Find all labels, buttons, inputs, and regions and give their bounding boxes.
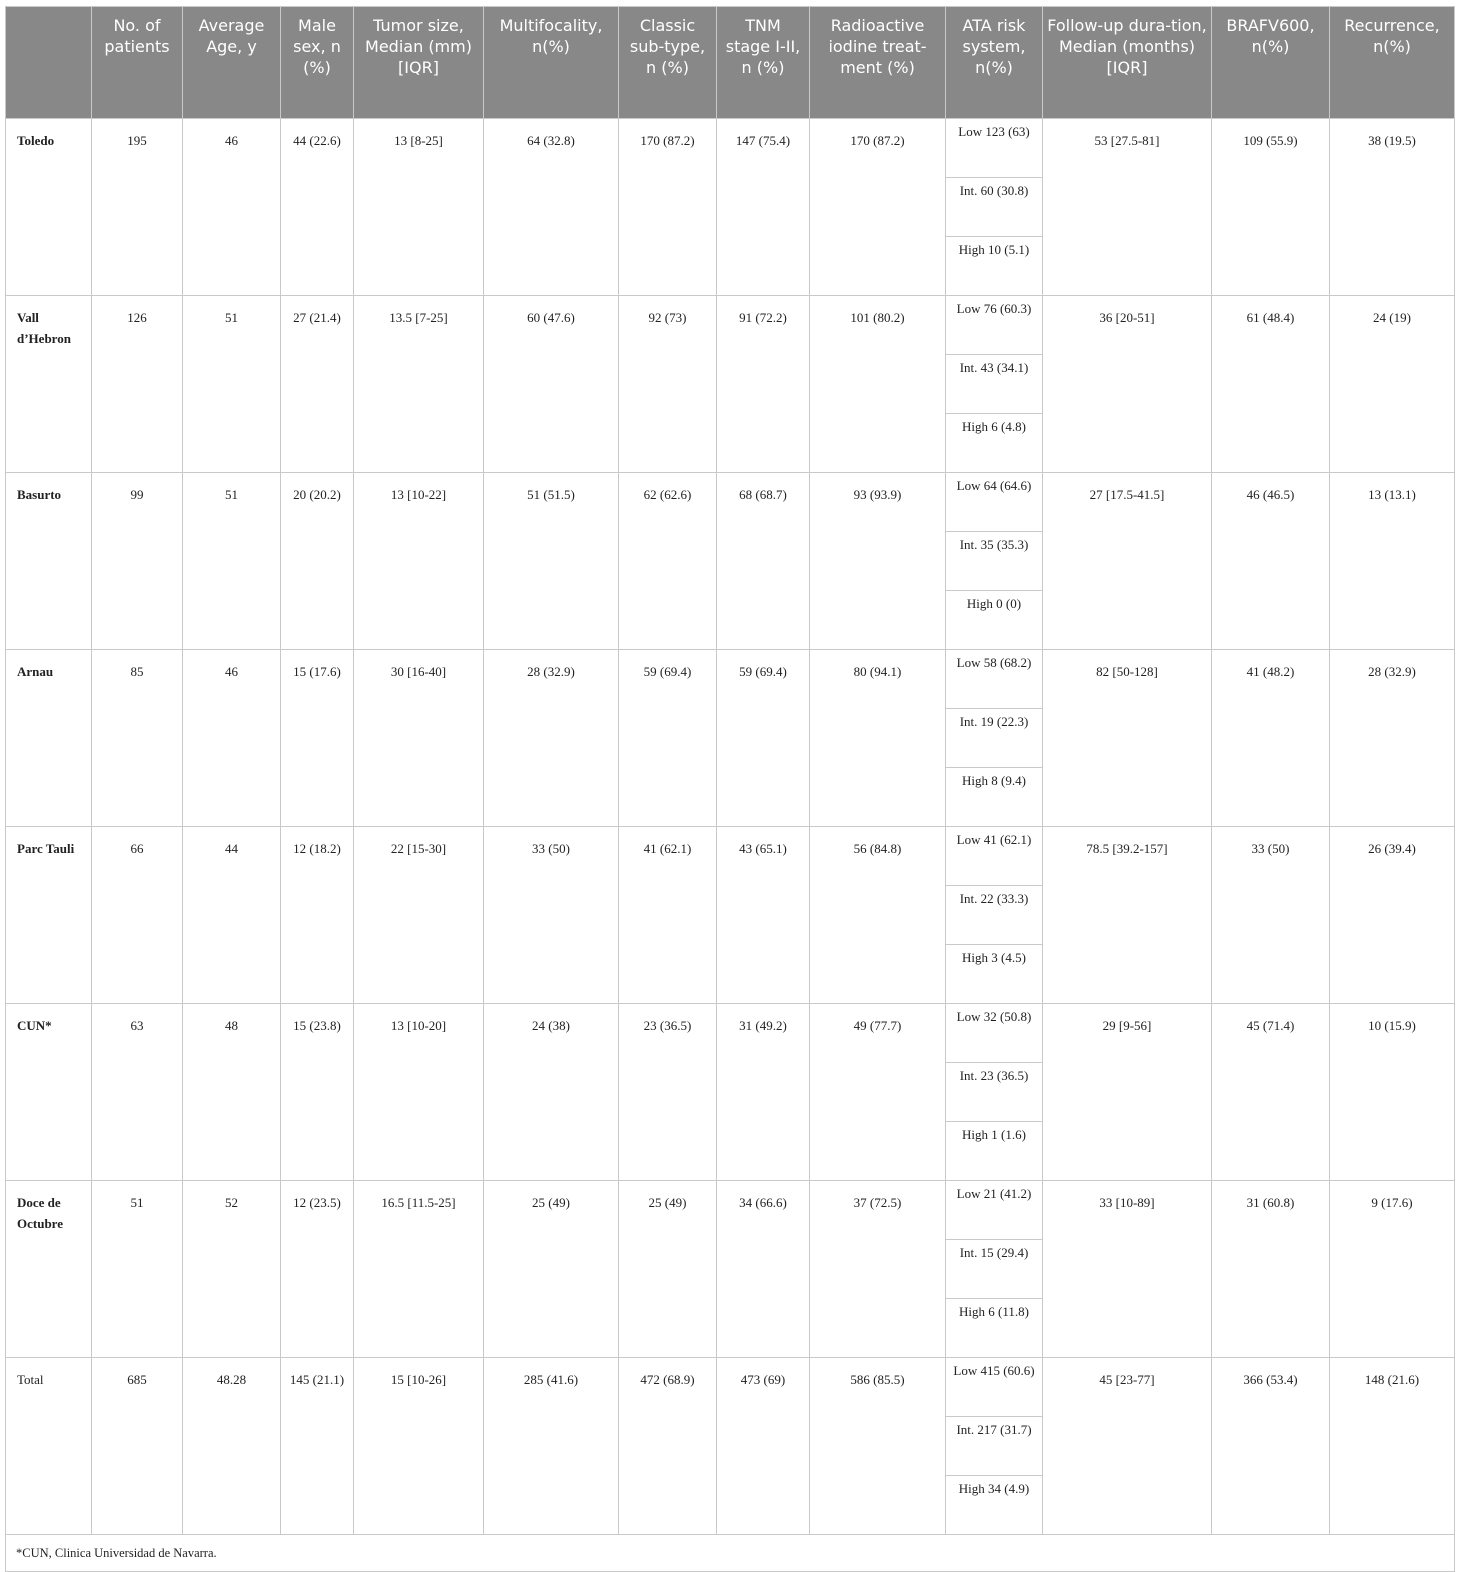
cell-recurrence: 13 (13.1) — [1330, 473, 1455, 650]
cell-age: 51 — [183, 296, 281, 473]
cell-tnm: 43 (65.1) — [717, 827, 810, 1004]
cell-age: 46 — [183, 119, 281, 296]
cell-tnm: 147 (75.4) — [717, 119, 810, 296]
cell-ata: Int. 19 (22.3) — [946, 709, 1043, 768]
cell-male: 12 (18.2) — [281, 827, 354, 1004]
header-cell: Average Age, y — [183, 7, 281, 119]
cell-patients: 195 — [92, 119, 183, 296]
footnote: *CUN, Clinica Universidad de Navarra. — [6, 1535, 1455, 1572]
cell-male: 15 (23.8) — [281, 1004, 354, 1181]
cell-followup: 36 [20-51] — [1043, 296, 1212, 473]
cell-braf: 33 (50) — [1212, 827, 1330, 1004]
header-cell: Male sex, n (%) — [281, 7, 354, 119]
cell-followup: 27 [17.5-41.5] — [1043, 473, 1212, 650]
cell-center: Toledo — [6, 119, 92, 296]
cell-braf: 61 (48.4) — [1212, 296, 1330, 473]
cell-multi: 285 (41.6) — [484, 1358, 619, 1535]
cell-braf: 366 (53.4) — [1212, 1358, 1330, 1535]
cell-ata: Low 21 (41.2) — [946, 1181, 1043, 1240]
cell-center: Basurto — [6, 473, 92, 650]
cell-rai: 80 (94.1) — [810, 650, 946, 827]
cell-followup: 29 [9-56] — [1043, 1004, 1212, 1181]
cell-multi: 60 (47.6) — [484, 296, 619, 473]
cell-ata: Int. 43 (34.1) — [946, 355, 1043, 414]
cell-multi: 64 (32.8) — [484, 119, 619, 296]
cell-tumor: 15 [10-26] — [354, 1358, 484, 1535]
cell-ata: Int. 23 (36.5) — [946, 1063, 1043, 1122]
cell-followup: 33 [10-89] — [1043, 1181, 1212, 1358]
cell-age: 46 — [183, 650, 281, 827]
cell-male: 20 (20.2) — [281, 473, 354, 650]
table-row — [6, 1358, 1455, 1417]
cell-multi: 25 (49) — [484, 1181, 619, 1358]
header-cell: BRAFV600, n(%) — [1212, 7, 1330, 119]
cell-rai: 170 (87.2) — [810, 119, 946, 296]
table-row — [6, 650, 1455, 709]
cell-classic: 62 (62.6) — [619, 473, 717, 650]
cell-center: Total — [6, 1358, 92, 1535]
cell-recurrence: 9 (17.6) — [1330, 1181, 1455, 1358]
header-row — [6, 7, 1455, 119]
cell-multi: 33 (50) — [484, 827, 619, 1004]
cell-center: Doce de Octubre — [6, 1181, 92, 1358]
cell-braf: 41 (48.2) — [1212, 650, 1330, 827]
cell-ata: Low 41 (62.1) — [946, 827, 1043, 886]
cell-ata: High 6 (11.8) — [946, 1299, 1043, 1358]
table-row — [6, 296, 1455, 355]
table-row — [6, 473, 1455, 532]
cell-classic: 41 (62.1) — [619, 827, 717, 1004]
cell-ata: High 34 (4.9) — [946, 1476, 1043, 1535]
cell-classic: 170 (87.2) — [619, 119, 717, 296]
cell-ata: High 1 (1.6) — [946, 1122, 1043, 1181]
cell-ata: Low 64 (64.6) — [946, 473, 1043, 532]
cell-ata: Int. 22 (33.3) — [946, 886, 1043, 945]
table-row — [6, 119, 1455, 178]
cell-rai: 56 (84.8) — [810, 827, 946, 1004]
cell-male: 44 (22.6) — [281, 119, 354, 296]
cell-tumor: 13 [10-22] — [354, 473, 484, 650]
cell-tnm: 473 (69) — [717, 1358, 810, 1535]
cell-male: 27 (21.4) — [281, 296, 354, 473]
cell-patients: 63 — [92, 1004, 183, 1181]
cell-patients: 685 — [92, 1358, 183, 1535]
table-row — [6, 827, 1455, 886]
cell-age: 51 — [183, 473, 281, 650]
cell-age: 48.28 — [183, 1358, 281, 1535]
cell-age: 48 — [183, 1004, 281, 1181]
cell-male: 12 (23.5) — [281, 1181, 354, 1358]
cell-tumor: 30 [16-40] — [354, 650, 484, 827]
cell-recurrence: 38 (19.5) — [1330, 119, 1455, 296]
cell-recurrence: 10 (15.9) — [1330, 1004, 1455, 1181]
cell-multi: 51 (51.5) — [484, 473, 619, 650]
cell-ata: Int. 35 (35.3) — [946, 532, 1043, 591]
header-cell: Follow-up dura-tion, Median (months) [IQR] — [1043, 7, 1212, 119]
cell-recurrence: 24 (19) — [1330, 296, 1455, 473]
cell-followup: 78.5 [39.2-157] — [1043, 827, 1212, 1004]
header-cell: No. of patients — [92, 7, 183, 119]
cell-ata: Int. 217 (31.7) — [946, 1417, 1043, 1476]
header-cell: TNM stage I-II, n (%) — [717, 7, 810, 119]
cell-classic: 472 (68.9) — [619, 1358, 717, 1535]
cell-classic: 59 (69.4) — [619, 650, 717, 827]
cell-followup: 82 [50-128] — [1043, 650, 1212, 827]
cell-rai: 93 (93.9) — [810, 473, 946, 650]
cell-patients: 85 — [92, 650, 183, 827]
cell-ata: High 0 (0) — [946, 591, 1043, 650]
table-body — [6, 119, 1455, 1535]
header-cell: Classic sub-type, n (%) — [619, 7, 717, 119]
cell-recurrence: 26 (39.4) — [1330, 827, 1455, 1004]
header-cell: Multifocality, n(%) — [484, 7, 619, 119]
cell-tnm: 34 (66.6) — [717, 1181, 810, 1358]
cell-center: Parc Tauli — [6, 827, 92, 1004]
data-table — [5, 6, 1455, 1572]
cell-patients: 66 — [92, 827, 183, 1004]
header-cell: Recurrence, n(%) — [1330, 7, 1455, 119]
cell-recurrence: 28 (32.9) — [1330, 650, 1455, 827]
cell-tnm: 68 (68.7) — [717, 473, 810, 650]
cell-center: CUN* — [6, 1004, 92, 1181]
cell-ata: High 3 (4.5) — [946, 945, 1043, 1004]
cell-patients: 126 — [92, 296, 183, 473]
cell-multi: 28 (32.9) — [484, 650, 619, 827]
cell-recurrence: 148 (21.6) — [1330, 1358, 1455, 1535]
cell-classic: 92 (73) — [619, 296, 717, 473]
cell-braf: 46 (46.5) — [1212, 473, 1330, 650]
cell-tumor: 13 [8-25] — [354, 119, 484, 296]
cell-ata: Low 123 (63) — [946, 119, 1043, 178]
cell-tumor: 13 [10-20] — [354, 1004, 484, 1181]
cell-tumor: 22 [15-30] — [354, 827, 484, 1004]
cell-tumor: 13.5 [7-25] — [354, 296, 484, 473]
cell-patients: 51 — [92, 1181, 183, 1358]
cell-age: 52 — [183, 1181, 281, 1358]
cell-ata: Low 76 (60.3) — [946, 296, 1043, 355]
cell-ata: Low 415 (60.6) — [946, 1358, 1043, 1417]
cell-tnm: 31 (49.2) — [717, 1004, 810, 1181]
cell-male: 145 (21.1) — [281, 1358, 354, 1535]
cell-ata: Low 58 (68.2) — [946, 650, 1043, 709]
footnote-row — [6, 1535, 1455, 1572]
cell-multi: 24 (38) — [484, 1004, 619, 1181]
cell-rai: 49 (77.7) — [810, 1004, 946, 1181]
cell-tnm: 59 (69.4) — [717, 650, 810, 827]
cell-tumor: 16.5 [11.5-25] — [354, 1181, 484, 1358]
header-cell: Radioactive iodine treat-ment (%) — [810, 7, 946, 119]
cell-tnm: 91 (72.2) — [717, 296, 810, 473]
header-cell: Tumor size, Median (mm) [IQR] — [354, 7, 484, 119]
cell-patients: 99 — [92, 473, 183, 650]
cell-ata: Int. 60 (30.8) — [946, 178, 1043, 237]
cell-followup: 45 [23-77] — [1043, 1358, 1212, 1535]
cell-rai: 101 (80.2) — [810, 296, 946, 473]
cell-ata: High 8 (9.4) — [946, 768, 1043, 827]
table-row — [6, 1004, 1455, 1063]
header-cell — [6, 7, 92, 119]
cell-ata: High 6 (4.8) — [946, 414, 1043, 473]
cell-braf: 109 (55.9) — [1212, 119, 1330, 296]
cell-ata: High 10 (5.1) — [946, 237, 1043, 296]
cell-classic: 23 (36.5) — [619, 1004, 717, 1181]
cell-ata: Int. 15 (29.4) — [946, 1240, 1043, 1299]
cell-center: Arnau — [6, 650, 92, 827]
header-cell: ATA risk system, n(%) — [946, 7, 1043, 119]
cell-rai: 37 (72.5) — [810, 1181, 946, 1358]
cell-center: Vall d’Hebron — [6, 296, 92, 473]
cell-male: 15 (17.6) — [281, 650, 354, 827]
table-row — [6, 1181, 1455, 1240]
cell-followup: 53 [27.5-81] — [1043, 119, 1212, 296]
cell-rai: 586 (85.5) — [810, 1358, 946, 1535]
cell-braf: 31 (60.8) — [1212, 1181, 1330, 1358]
cell-ata: Low 32 (50.8) — [946, 1004, 1043, 1063]
cell-classic: 25 (49) — [619, 1181, 717, 1358]
cell-age: 44 — [183, 827, 281, 1004]
cell-braf: 45 (71.4) — [1212, 1004, 1330, 1181]
